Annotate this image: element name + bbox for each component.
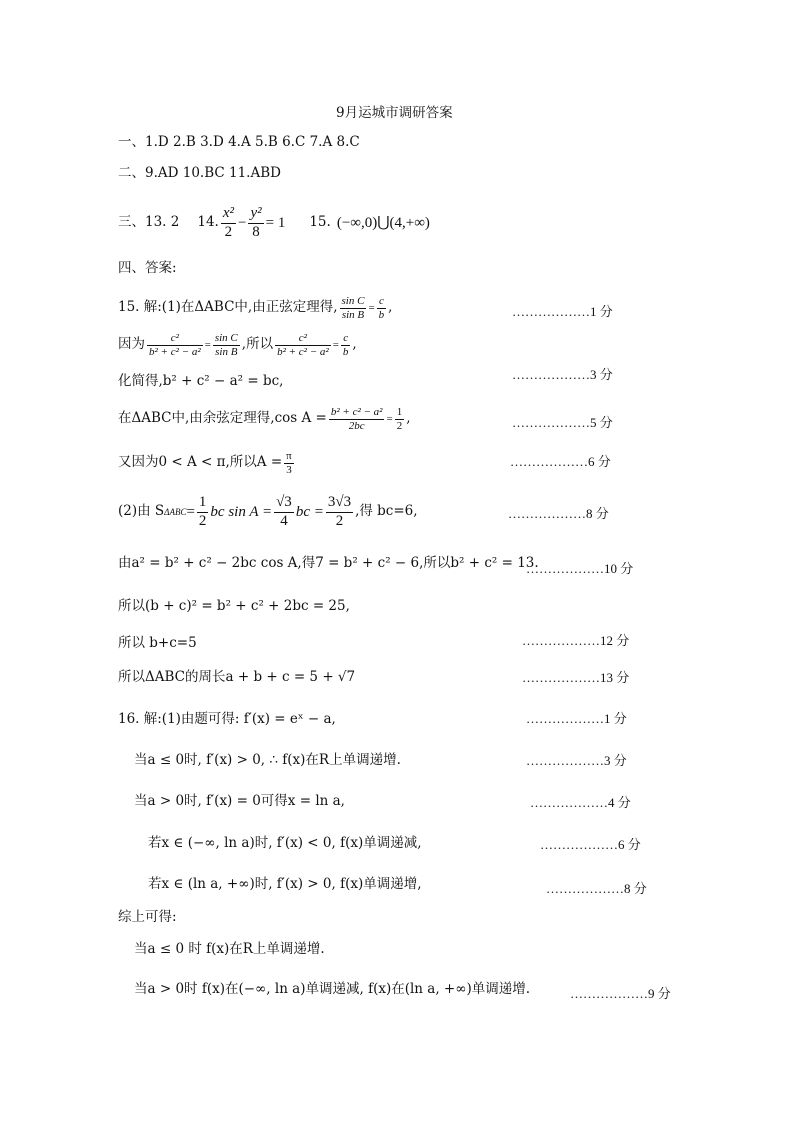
q16-l4-score: ………………6 分 — [540, 837, 641, 852]
q15-label: 15. — [309, 214, 331, 231]
q16-l2-score: ………………3 分 — [526, 753, 627, 768]
q15-l7-score: ………………10 分 — [526, 561, 634, 576]
q14-frac-y-num: y² — [248, 205, 263, 223]
q15-l2-fracd-num: c — [341, 332, 351, 346]
q16-line-3: 当a > 0时, f′(x) = 0可得x = ln a, — [134, 793, 345, 809]
q16-line-7: 当a ≤ 0 时 f(x)在R上单调递增. — [134, 941, 325, 957]
q16-line-1: 16. 解:(1)由题可得: f′(x) = eˣ − a, — [118, 711, 336, 727]
q15-line-4: 在ΔABC中,由余弦定理得,cos A = $\frac{\text{b² + c² − a²}}{2bc}$ = $\frac{1}{2}$ , — [118, 405, 411, 432]
q15-l1-fraction-2 — [377, 295, 387, 321]
q15-l1-frac-den: sin B — [341, 308, 365, 321]
q15-l5-frac-den: 3 — [286, 463, 292, 476]
q15-l6-frac1-num: 1 — [197, 494, 209, 512]
q15-l6-score: ………………8 分 — [508, 506, 609, 521]
q15-l5-text: 又因为0 < A < π,所以A = — [118, 454, 283, 471]
q15-l6-frac2-den: 4 — [280, 512, 288, 529]
q14-fraction-y — [248, 205, 263, 241]
q15-line-7: 由a² = b² + c² − 2bc cos A,得7 = b² + c² − 6,所以b² + c² = 13. — [118, 555, 539, 571]
q15-line-6: (2)由 S ΔABC = $\frac{1}{2}$ bc sin A = $\frac{√3}{4}$ bc = $\frac{3√3}{2}$ ,得 bc=6, — [118, 494, 418, 529]
q16-l3-score: ………………4 分 — [530, 795, 631, 810]
q16-l8-score: ………………9 分 — [570, 986, 671, 1001]
q15-l2-fraction-c — [275, 332, 331, 358]
q15-l1-frac-num: sin C — [341, 294, 365, 307]
q15-l4-fraction-2 — [395, 406, 405, 432]
q14-frac-x-num: x² — [221, 205, 236, 223]
q16-line-4: 若x ∈ (−∞, ln a)时, f′(x) < 0, f(x)单调递减, — [148, 835, 422, 851]
q15-l9-score: ………………12 分 — [522, 633, 630, 648]
q15-l2-fraction-b — [213, 332, 240, 358]
q14-fraction-x — [221, 205, 236, 241]
q15-line-5 — [118, 446, 296, 480]
q15-l6-frac3-num: 3√3 — [326, 494, 353, 512]
q15-l4-score: ………………5 分 — [512, 415, 613, 430]
q15-l2-mid: ,所以 — [241, 336, 274, 353]
q15-l2-fraction — [147, 332, 203, 358]
q16-line-6: 综上可得: — [118, 909, 177, 925]
part-3-prefix: 三、13. 2 — [118, 214, 180, 231]
q15-expression: (−∞,0)⋃(4,+∞) — [336, 214, 430, 231]
q15-l1-frac2-den: b — [378, 308, 385, 321]
q15-l2-fracb-den: sin B — [215, 345, 238, 358]
q14-frac-x-den: 2 — [224, 223, 233, 240]
q15-l2-pre: 因为 — [118, 336, 145, 353]
q15-l6-frac3-den: 2 — [335, 512, 344, 529]
q15-l6-fraction-2 — [274, 494, 294, 530]
q15-l6-mid2: bc = — [295, 503, 324, 520]
q15-line-10: 所以ΔABC的周长a + b + c = 5 + √7 — [118, 669, 356, 685]
q15-l5-score: ………………6 分 — [510, 454, 611, 469]
q15-l1-score: ………………1 分 — [512, 304, 613, 319]
q15-line-1: 15. 解:(1)在ΔABC中,由正弦定理得, $\frac{\text{sin C}}{\text{sin B}}$ = $\frac{c}{b}$ , — [118, 294, 393, 321]
q15-l4-frac2-num: 1 — [396, 405, 403, 418]
q15-l4-frac-num: b² + c² − a² — [330, 405, 383, 418]
q15-l5-frac-num: π — [286, 449, 292, 462]
q15-l2-frac-num: c² — [147, 332, 203, 346]
q15-l2-fracc-den: b² + c² − a² — [277, 345, 329, 358]
q16-line-8: 当a > 0时 f(x)在(−∞, ln a)单调递减, f(x)在(ln a, +∞)单调递增. — [134, 981, 531, 997]
q15-l1-text: 15. 解:(1)在ΔABC中,由正弦定理得, — [118, 299, 338, 316]
q15-l2-fracd-den: b — [342, 345, 349, 358]
answers-part-4-heading: 四、答案: — [118, 260, 177, 276]
q16-line-5: 若x ∈ (ln a, +∞)时, f′(x) > 0, f(x)单调递增, — [148, 876, 422, 892]
q15-l4-text: 在ΔABC中,由余弦定理得,cos A = — [118, 410, 327, 427]
q15-line-9: 所以 b+c=5 — [118, 635, 197, 651]
q15-l6-eq: = — [186, 503, 195, 520]
q15-l4-frac2-den: 2 — [396, 419, 403, 432]
q15-l2-fracc-num: c² — [275, 332, 331, 346]
q14-frac-y-den: 8 — [252, 223, 260, 240]
q15-l6-mid: bc sin A = — [210, 503, 273, 520]
q15-l5-fraction — [284, 450, 294, 476]
q16-l1-score: ………………1 分 — [526, 711, 627, 726]
q15-line-2: 因为 $\frac{\text{c²}}{\text{b² + c² − a²}}$ = $\frac{\text{sin C}}{\text{sin B}}$ ,所以 $\frac{\text{c²}}{\text{b² + c² − a²}}$ = $\frac{c}{b}$ , — [118, 331, 357, 358]
q14-label: 14. — [197, 214, 219, 231]
q15-l10-score: ………………13 分 — [522, 670, 630, 685]
q15-l2-fraction-d — [341, 332, 351, 358]
q15-l6-frac2-num: √3 — [274, 494, 294, 512]
page-title: 9月运城市调研答案 — [336, 105, 453, 121]
q15-l2-frac-den: b² + c² − a² — [149, 345, 201, 358]
answers-part-2: 二、9.AD 10.BC 11.ABD — [118, 165, 281, 181]
q15-l2-fracb-num: sin C — [214, 331, 238, 344]
answers-part-3: 三、13. 2 14. $\frac{\text{x²}}{2}$ − $\frac{\text{y²}}{8}$ = 1 15. (−∞,0)⋃(4,+∞) — [118, 205, 430, 240]
q15-l6-fraction-1 — [197, 494, 209, 530]
q15-l6-pre: (2)由 S — [118, 503, 165, 520]
q16-line-2: 当a ≤ 0时, f′(x) > 0, ∴ f(x)在R上单调递增. — [134, 752, 401, 768]
q15-l4-frac-den: 2bc — [348, 419, 365, 432]
q15-line-8: 所以(b + c)² = b² + c² + 2bc = 25, — [118, 598, 350, 614]
q15-l1-fraction — [340, 295, 367, 321]
q15-l6-fraction-3 — [326, 494, 353, 530]
q15-l4-fraction — [329, 406, 385, 432]
q16-l5-score: ………………8 分 — [546, 881, 647, 896]
answers-part-1: 一、1.D 2.B 3.D 4.A 5.B 6.C 7.A 8.C — [118, 134, 360, 150]
q14-rhs: = 1 — [265, 214, 286, 231]
q15-l6-post: ,得 bc=6, — [355, 503, 418, 520]
q15-l1-frac2-num: c — [377, 295, 387, 309]
q15-line-3: 化简得,b² + c² − a² = bc, — [118, 373, 284, 389]
q15-l6-frac1-den: 2 — [198, 512, 207, 529]
q15-l3-score: ………………3 分 — [512, 367, 613, 382]
